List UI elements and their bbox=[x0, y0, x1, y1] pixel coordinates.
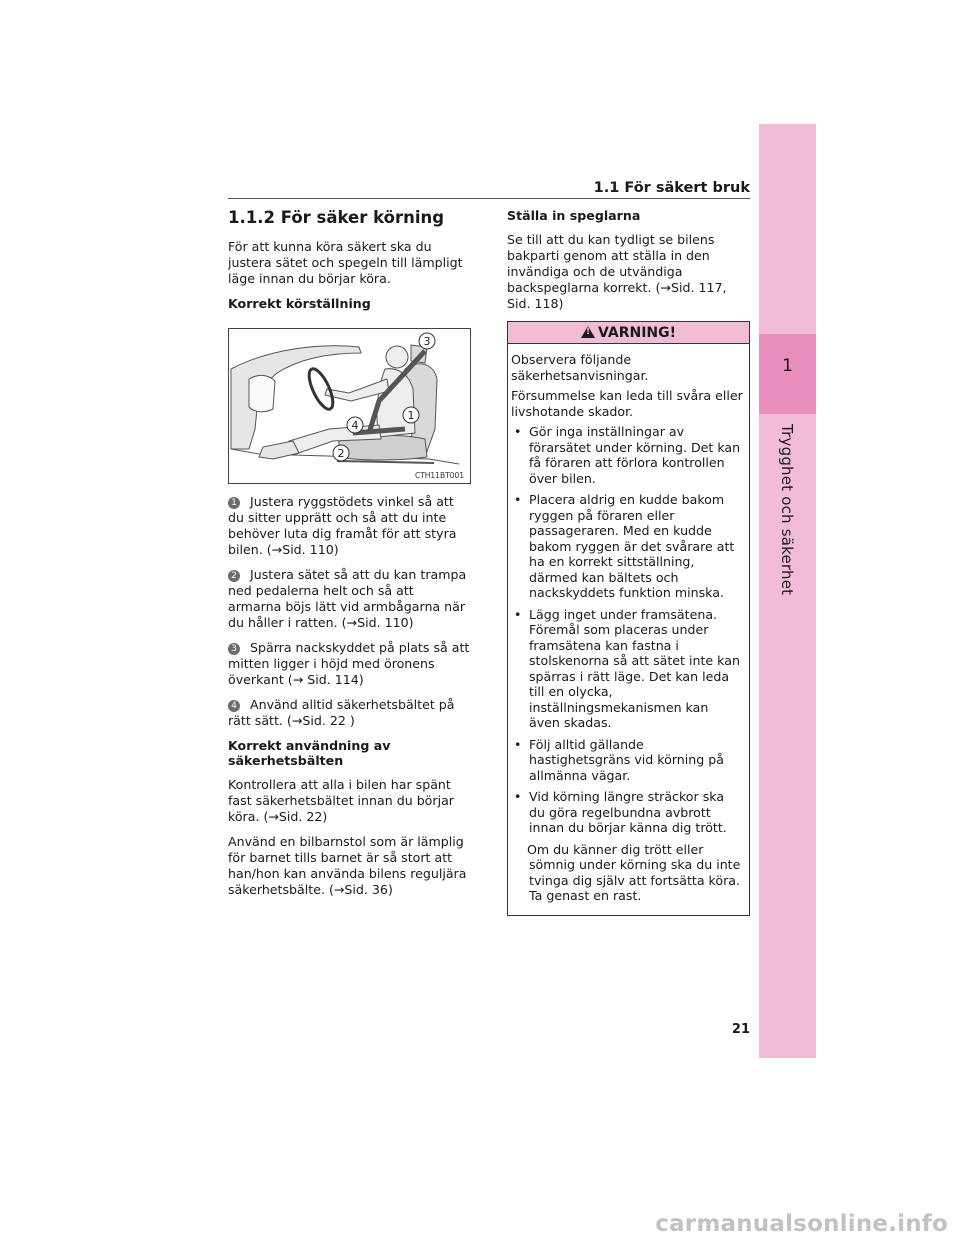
subhead-mirrors: Ställa in speglarna bbox=[507, 208, 641, 223]
list-item bbox=[228, 567, 471, 631]
svg-text:3: 3 bbox=[423, 335, 431, 348]
warning-bullet bbox=[511, 607, 743, 731]
list-item-text: Använd alltid säkerhetsbältet på rätt sätt. (→Sid. 22 ) bbox=[228, 697, 455, 728]
figure-callout-1 bbox=[403, 407, 419, 423]
figure-code: CTH11BT001 bbox=[414, 471, 464, 480]
intro-paragraph: För att kunna köra säkert ska du justera sätet och spegeln till lämpligt läge innan du börjar köra. bbox=[228, 239, 463, 286]
warning-box bbox=[507, 321, 750, 916]
warning-triangle-icon bbox=[581, 326, 595, 338]
running-header: 1.1 För säkert bruk bbox=[593, 180, 750, 196]
svg-text:1: 1 bbox=[407, 409, 415, 422]
list-item-text: Spärra nackskyddet på plats så att mitten ligger i höjd med öronens överkant (→ Sid. 114) bbox=[228, 640, 470, 687]
bullet-dot-icon: • bbox=[514, 492, 522, 507]
warning-continuation: Om du känner dig trött eller sömnig under körning ska du inte tvinga dig själv att fortsätta köra. Ta genast en rast. bbox=[527, 841, 741, 903]
seatbelt-paragraph-2: Använd en bilbarnstol som är lämplig för barnet tills barnet är så stort att han/hon kan använda bilens reguljära säkerhetsbälte. (→Sid. 36) bbox=[228, 834, 467, 897]
warning-paragraph-2: Försummelse kan leda till svåra eller livshotande skador. bbox=[511, 388, 743, 419]
subhead-seatbelts: Korrekt användning av säkerhetsbälten bbox=[228, 738, 391, 768]
list-item bbox=[228, 494, 471, 558]
section-title: 1.1.2 För säker körning bbox=[228, 208, 445, 227]
bullet-dot-icon: • bbox=[514, 789, 522, 804]
driver-seat-illustration bbox=[229, 329, 470, 483]
header-divider bbox=[228, 198, 750, 199]
warning-bullet bbox=[511, 737, 743, 784]
warning-paragraph-1: Observera följande säkerhetsanvisningar. bbox=[511, 352, 649, 383]
watermark: carmanualsonline.info bbox=[655, 1211, 948, 1237]
svg-text:2: 2 bbox=[337, 447, 345, 460]
right-column bbox=[507, 208, 750, 916]
page-number: 21 bbox=[731, 1022, 750, 1037]
bullet-dot-icon: • bbox=[514, 424, 522, 439]
chapter-title: Trygghet och säkerhet bbox=[778, 424, 796, 596]
number-badge: 1 bbox=[228, 497, 240, 509]
warning-bullet bbox=[511, 789, 743, 836]
warning-bullet-text: Lägg inget under framsätena. Föremål som placeras under framsätena kan fastna i stolskenorna så att sätet inte kan spärras i rätt läge. Det kan leda till en olycka, inställningsmekanismen kan även skadas. bbox=[529, 606, 740, 730]
warning-bullet bbox=[511, 424, 743, 486]
figure-callout-2 bbox=[333, 445, 349, 461]
warning-header bbox=[508, 322, 749, 344]
warning-bullet-text: Placera aldrig en kudde bakom ryggen på föraren eller passageraren. Med en kudde bakom ryggen är det svårare att ha en korrekt sittställning, därmed kan bältets och nackskyddets funktion minska. bbox=[529, 492, 735, 600]
warning-bullet-text: Följ alltid gällande hastighetsgräns vid körning på allmänna vägar. bbox=[529, 736, 724, 783]
list-item-text: Justera ryggstödets vinkel så att du sitter upprätt och så att du inte behöver luta dig framåt för att styra bilen. (→Sid. 110) bbox=[228, 494, 457, 557]
number-badge: 3 bbox=[228, 643, 240, 655]
figure-callout-3 bbox=[419, 333, 435, 349]
warning-bullet bbox=[511, 492, 743, 601]
number-badge: 2 bbox=[228, 570, 240, 582]
chapter-side-tab bbox=[759, 124, 816, 1058]
left-column bbox=[228, 208, 471, 907]
warning-body bbox=[508, 344, 749, 915]
svg-text:4: 4 bbox=[351, 419, 359, 432]
bullet-dot-icon: • bbox=[514, 736, 522, 752]
list-item bbox=[228, 697, 471, 729]
warning-title: VARNING! bbox=[597, 325, 677, 341]
warning-bullet-text: Vid körning längre sträckor ska du göra regelbundna avbrott innan du börjar känna dig trött. bbox=[529, 789, 727, 835]
subhead-driving-position: Korrekt körställning bbox=[228, 296, 371, 311]
figure-callout-4 bbox=[347, 417, 363, 433]
number-badge: 4 bbox=[228, 700, 240, 712]
seatbelt-paragraph-1: Kontrollera att alla i bilen har spänt fast säkerhetsbältet innan du börjar köra. (→Sid. 22) bbox=[228, 777, 454, 824]
list-item-text: Justera sätet så att du kan trampa ned pedalerna helt och så att armarna böjs lätt vid armbågarna när du håller i ratten. (→Sid. 110) bbox=[228, 567, 467, 630]
mirrors-paragraph: Se till att du kan tydligt se bilens bakparti genom att ställa in den invändiga och de utvändiga backspeglarna korrekt. (→Sid. 117, Sid. 118) bbox=[507, 232, 727, 311]
chapter-number: 1 bbox=[782, 356, 793, 376]
bullet-dot-icon: • bbox=[514, 606, 522, 622]
driving-position-figure bbox=[228, 328, 471, 484]
warning-bullet-text: Gör inga inställningar av förarsätet under körning. Det kan få föraren att förlora kontrollen över bilen. bbox=[529, 424, 741, 486]
list-item bbox=[228, 640, 471, 688]
